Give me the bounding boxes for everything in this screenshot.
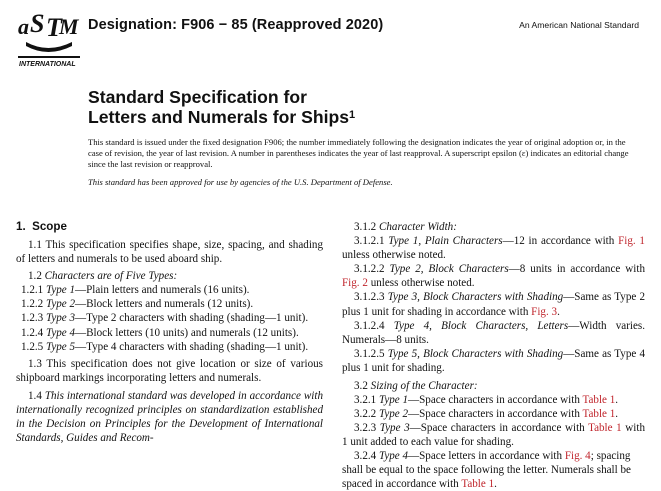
paragraph-1-2-2: 1.2.2 Type 2—Block letters and numerals (12 units).: [21, 298, 254, 311]
astm-logo: [14, 8, 82, 68]
fig-4-link[interactable]: Fig. 4: [564, 450, 591, 462]
section-title: Scope: [32, 220, 67, 233]
table-1-link[interactable]: Table 1: [582, 393, 616, 406]
paragraph-3-1-2-5: 3.1.2.5 Type 5, Block Characters with Shading—Same as Type 4 plus 1 unit for shading.: [342, 347, 646, 374]
paragraph-1-2: 1.2 Characters are of Five Types:: [28, 270, 178, 283]
paragraph-3-2-1: 3.2.1 Type 1—Space characters in accordance with Table 1.: [354, 393, 619, 406]
paragraph-3-2-2: 3.2.2 Type 2—Space characters in accordance with Table 1.: [354, 407, 619, 420]
svg-text:INTERNATIONAL: INTERNATIONAL: [19, 61, 76, 68]
paragraph-3-1-2-2: 3.1.2.2 Type 2, Block Characters—8 units in accordance with Fig. 2 unless otherwise noted.: [342, 263, 645, 290]
designation: Designation: F906 − 85 (Reapproved 2020): [88, 17, 384, 33]
paragraph-1-1: 1.1 This specification specifies shape, size, spacing, and shading of letters and numerals to be used aboard ship.: [16, 238, 323, 265]
title-footnote-mark[interactable]: 1: [349, 109, 356, 121]
table-1-link[interactable]: Table 1: [461, 478, 495, 491]
paragraph-3-2-4: 3.2.4 Type 4—Space letters in accordance with Fig. 4; spacing shall be equal to the space following the letter. Numerals shall be spaced in accordance with Table 1.: [342, 450, 631, 491]
paragraph-1-2-5: 1.2.5 Type 5—Type 4 characters with shading (shading—1 unit).: [21, 340, 309, 353]
section-number: 1.: [16, 220, 26, 233]
fig-2-link[interactable]: Fig. 2: [342, 277, 368, 290]
paragraph-3-2: 3.2 Sizing of the Character:: [354, 379, 478, 392]
title-line-1: Standard Specification for: [88, 87, 307, 107]
svg-text:T: T: [46, 13, 62, 42]
fig-3-link[interactable]: Fig. 3: [531, 305, 558, 318]
paragraph-1-4: 1.4 This international standard was developed in accordance with internationally recognized principles on standardization established in the Decision on Principles for the Development of International Standards, Guides and Recom-: [16, 389, 323, 445]
paragraph-3-1-2-4: 3.1.2.4 Type 4, Block Characters, Letters—Width varies. Numerals—8 units.: [342, 319, 645, 346]
fig-1-link[interactable]: Fig. 1: [618, 235, 645, 248]
title-line-2: Letters and Numerals for Ships: [88, 107, 350, 127]
national-standard-label: An American National Standard: [519, 20, 639, 30]
paragraph-1-2-1: 1.2.1 Type 1—Plain letters and numerals (16 units).: [21, 284, 250, 297]
document-title: [88, 87, 355, 127]
left-column: [16, 220, 323, 445]
svg-text:S: S: [30, 9, 45, 38]
paragraph-1-3: 1.3 This specification does not give location or size of various shipboard markings incorporating letters and numerals.: [16, 358, 323, 385]
issuance-note: This standard is issued under the fixed designation F906; the number immediately following the designation indicates the year of original adoption or, in the case of revision, the year of last revision. A number in parentheses indicates the year of last reapproval. A superscript epsilon (ε) indicates an editorial change since the last revision or reapproval.: [88, 137, 629, 170]
paragraph-1-2-3: 1.2.3 Type 3—Type 2 characters with shading (shading—1 unit).: [21, 312, 309, 325]
paragraph-3-2-3: 3.2.3 Type 3—Space characters in accordance with Table 1 with 1 unit added to each value for shading.: [342, 421, 645, 448]
paragraph-3-1-2-1: 3.1.2.1 Type 1, Plain Characters—12 in accordance with Fig. 1 unless otherwise noted.: [342, 235, 645, 262]
right-column: [342, 220, 645, 491]
paragraph-1-2-4: 1.2.4 Type 4—Block letters (10 units) and numerals (12 units).: [21, 326, 299, 339]
svg-text:M: M: [59, 14, 79, 39]
table-1-link[interactable]: Table 1: [582, 407, 616, 420]
table-1-link[interactable]: Table 1: [588, 421, 622, 434]
paragraph-3-1-2: 3.1.2 Character Width:: [354, 221, 457, 233]
svg-text:a: a: [18, 14, 29, 39]
approval-note: This standard has been approved for use by agencies of the U.S. Department of Defense.: [88, 177, 393, 187]
section-heading-scope: [16, 220, 323, 234]
paragraph-3-1-2-3: 3.1.2.3 Type 3, Block Characters with Shading—Same as Type 2 plus 1 unit for shading in accordance with Fig. 3.: [342, 291, 646, 318]
